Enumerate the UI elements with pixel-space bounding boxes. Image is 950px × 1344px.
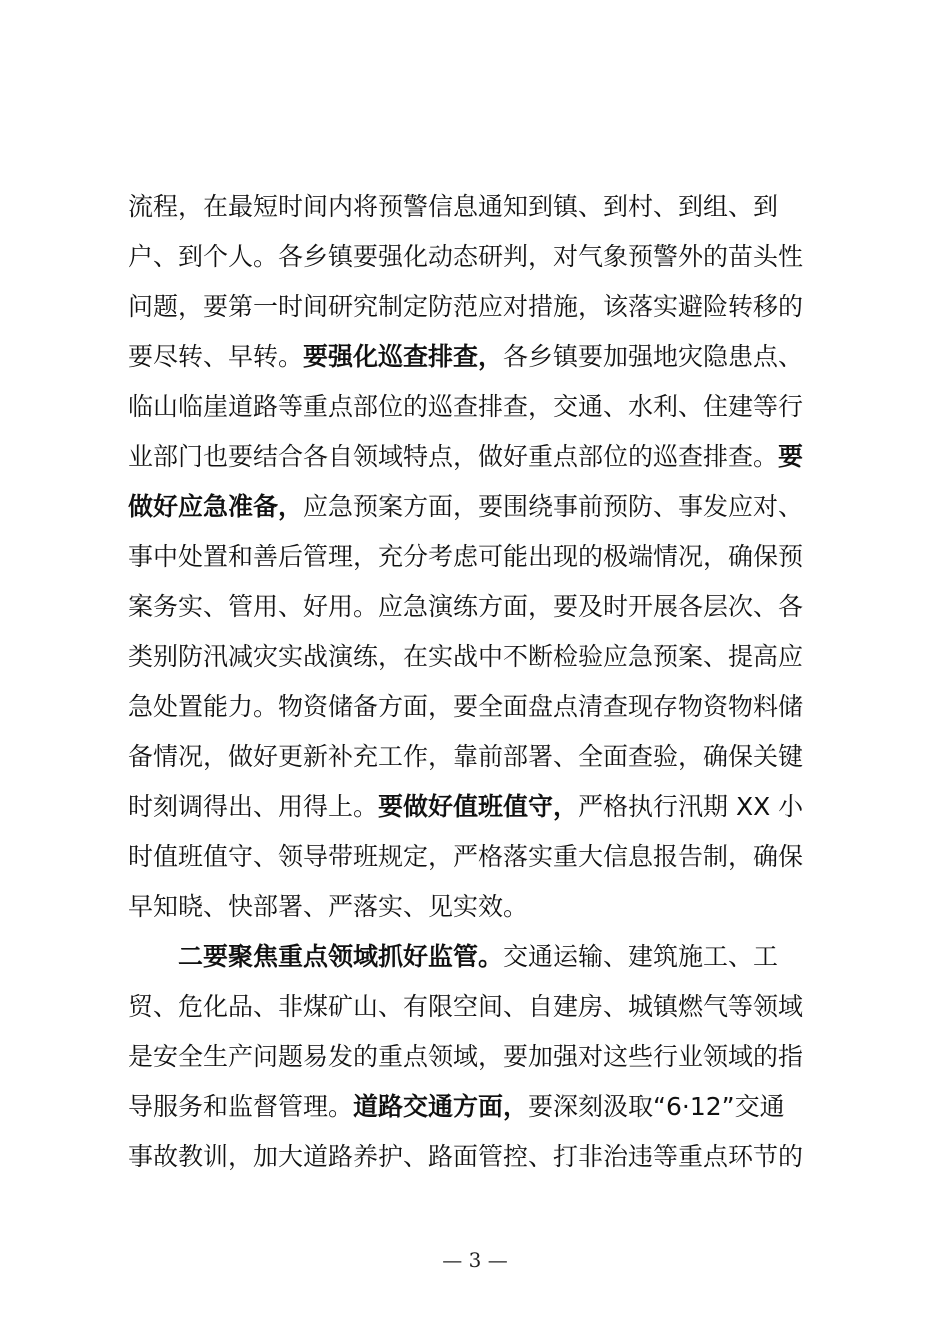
- text-run: 业部门也要结合各自领域特点，做好重点部位的巡查排查。: [128, 442, 779, 471]
- text-run: 类别防汛减灾实战演练，在实战中不断检验应急预案、提高应: [128, 642, 804, 671]
- text-line: [128, 832, 836, 882]
- text-run: 导服务和监督管理。: [128, 1092, 354, 1121]
- bold-heading-run: 二要聚焦重点领域抓好监管。: [178, 942, 504, 971]
- text-run: 交通运输、建筑施工、工: [503, 942, 779, 971]
- text-line: [128, 1132, 836, 1182]
- text-line: [128, 432, 836, 482]
- text-line: [128, 332, 836, 382]
- text-run: 急处置能力。物资储备方面，要全面盘点清查现存物资物料储: [128, 692, 804, 721]
- body-text: [128, 182, 836, 1182]
- text-line: [128, 882, 836, 932]
- text-line: [128, 582, 836, 632]
- text-line: [128, 682, 836, 732]
- text-run: 事故教训，加大道路养护、路面管控、打非治违等重点环节的: [128, 1142, 804, 1171]
- text-run: 户、到个人。各乡镇要强化动态研判，对气象预警外的苗头性: [128, 242, 804, 271]
- text-run: 贸、危化品、非煤矿山、有限空间、自建房、城镇燃气等领域: [128, 992, 804, 1021]
- text-run: 时刻调得出、用得上。: [128, 792, 379, 821]
- text-run: 问题，要第一时间研究制定防范应对措施，该落实避险转移的: [128, 292, 804, 321]
- text-run: 严格执行汛期 XX 小: [578, 792, 804, 821]
- text-line: [128, 782, 836, 832]
- bold-heading-run: 要强化巡查排查，: [303, 342, 504, 371]
- text-run: 时值班值守、领导带班规定，严格落实重大信息报告制，确保: [128, 842, 804, 871]
- bold-heading-run: 做好应急准备，: [128, 492, 304, 521]
- text-run: 临山临崖道路等重点部位的巡查排查，交通、水利、住建等行: [128, 392, 804, 421]
- paragraph-start-line: [128, 932, 836, 982]
- text-run: 各乡镇要加强地灾隐患点、: [503, 342, 804, 371]
- text-line: [128, 632, 836, 682]
- text-run: 事中处置和善后管理，充分考虑可能出现的极端情况，确保预: [128, 542, 804, 571]
- text-line: [128, 182, 836, 232]
- text-line: [128, 232, 836, 282]
- bold-heading-run: 要: [778, 442, 804, 471]
- text-run: 流程，在最短时间内将预警信息通知到镇、到村、到组、到: [128, 192, 779, 221]
- text-run: 要深刻汲取“6·12”交通: [528, 1092, 785, 1121]
- text-run: 案务实、管用、好用。应急演练方面，要及时开展各层次、各: [128, 592, 804, 621]
- text-run: 要尽转、早转。: [128, 342, 304, 371]
- text-run: 是安全生产问题易发的重点领域，要加强对这些行业领域的指: [128, 1042, 804, 1071]
- text-line: [128, 482, 836, 532]
- text-run: 早知晓、快部署、严落实、见实效。: [128, 892, 529, 921]
- text-line: [128, 1082, 836, 1132]
- text-line: [128, 982, 836, 1032]
- text-line: [128, 532, 836, 582]
- text-run: 备情况，做好更新补充工作，靠前部署、全面查验，确保关键: [128, 742, 804, 771]
- text-line: [128, 382, 836, 432]
- text-line: [128, 282, 836, 332]
- text-line: [128, 732, 836, 782]
- bold-heading-run: 道路交通方面，: [353, 1092, 529, 1121]
- text-line: [128, 1032, 836, 1082]
- text-run: 应急预案方面，要围绕事前预防、事发应对、: [303, 492, 804, 521]
- bold-heading-run: 要做好值班值守，: [378, 792, 579, 821]
- page-number: — 3 —: [442, 1248, 508, 1272]
